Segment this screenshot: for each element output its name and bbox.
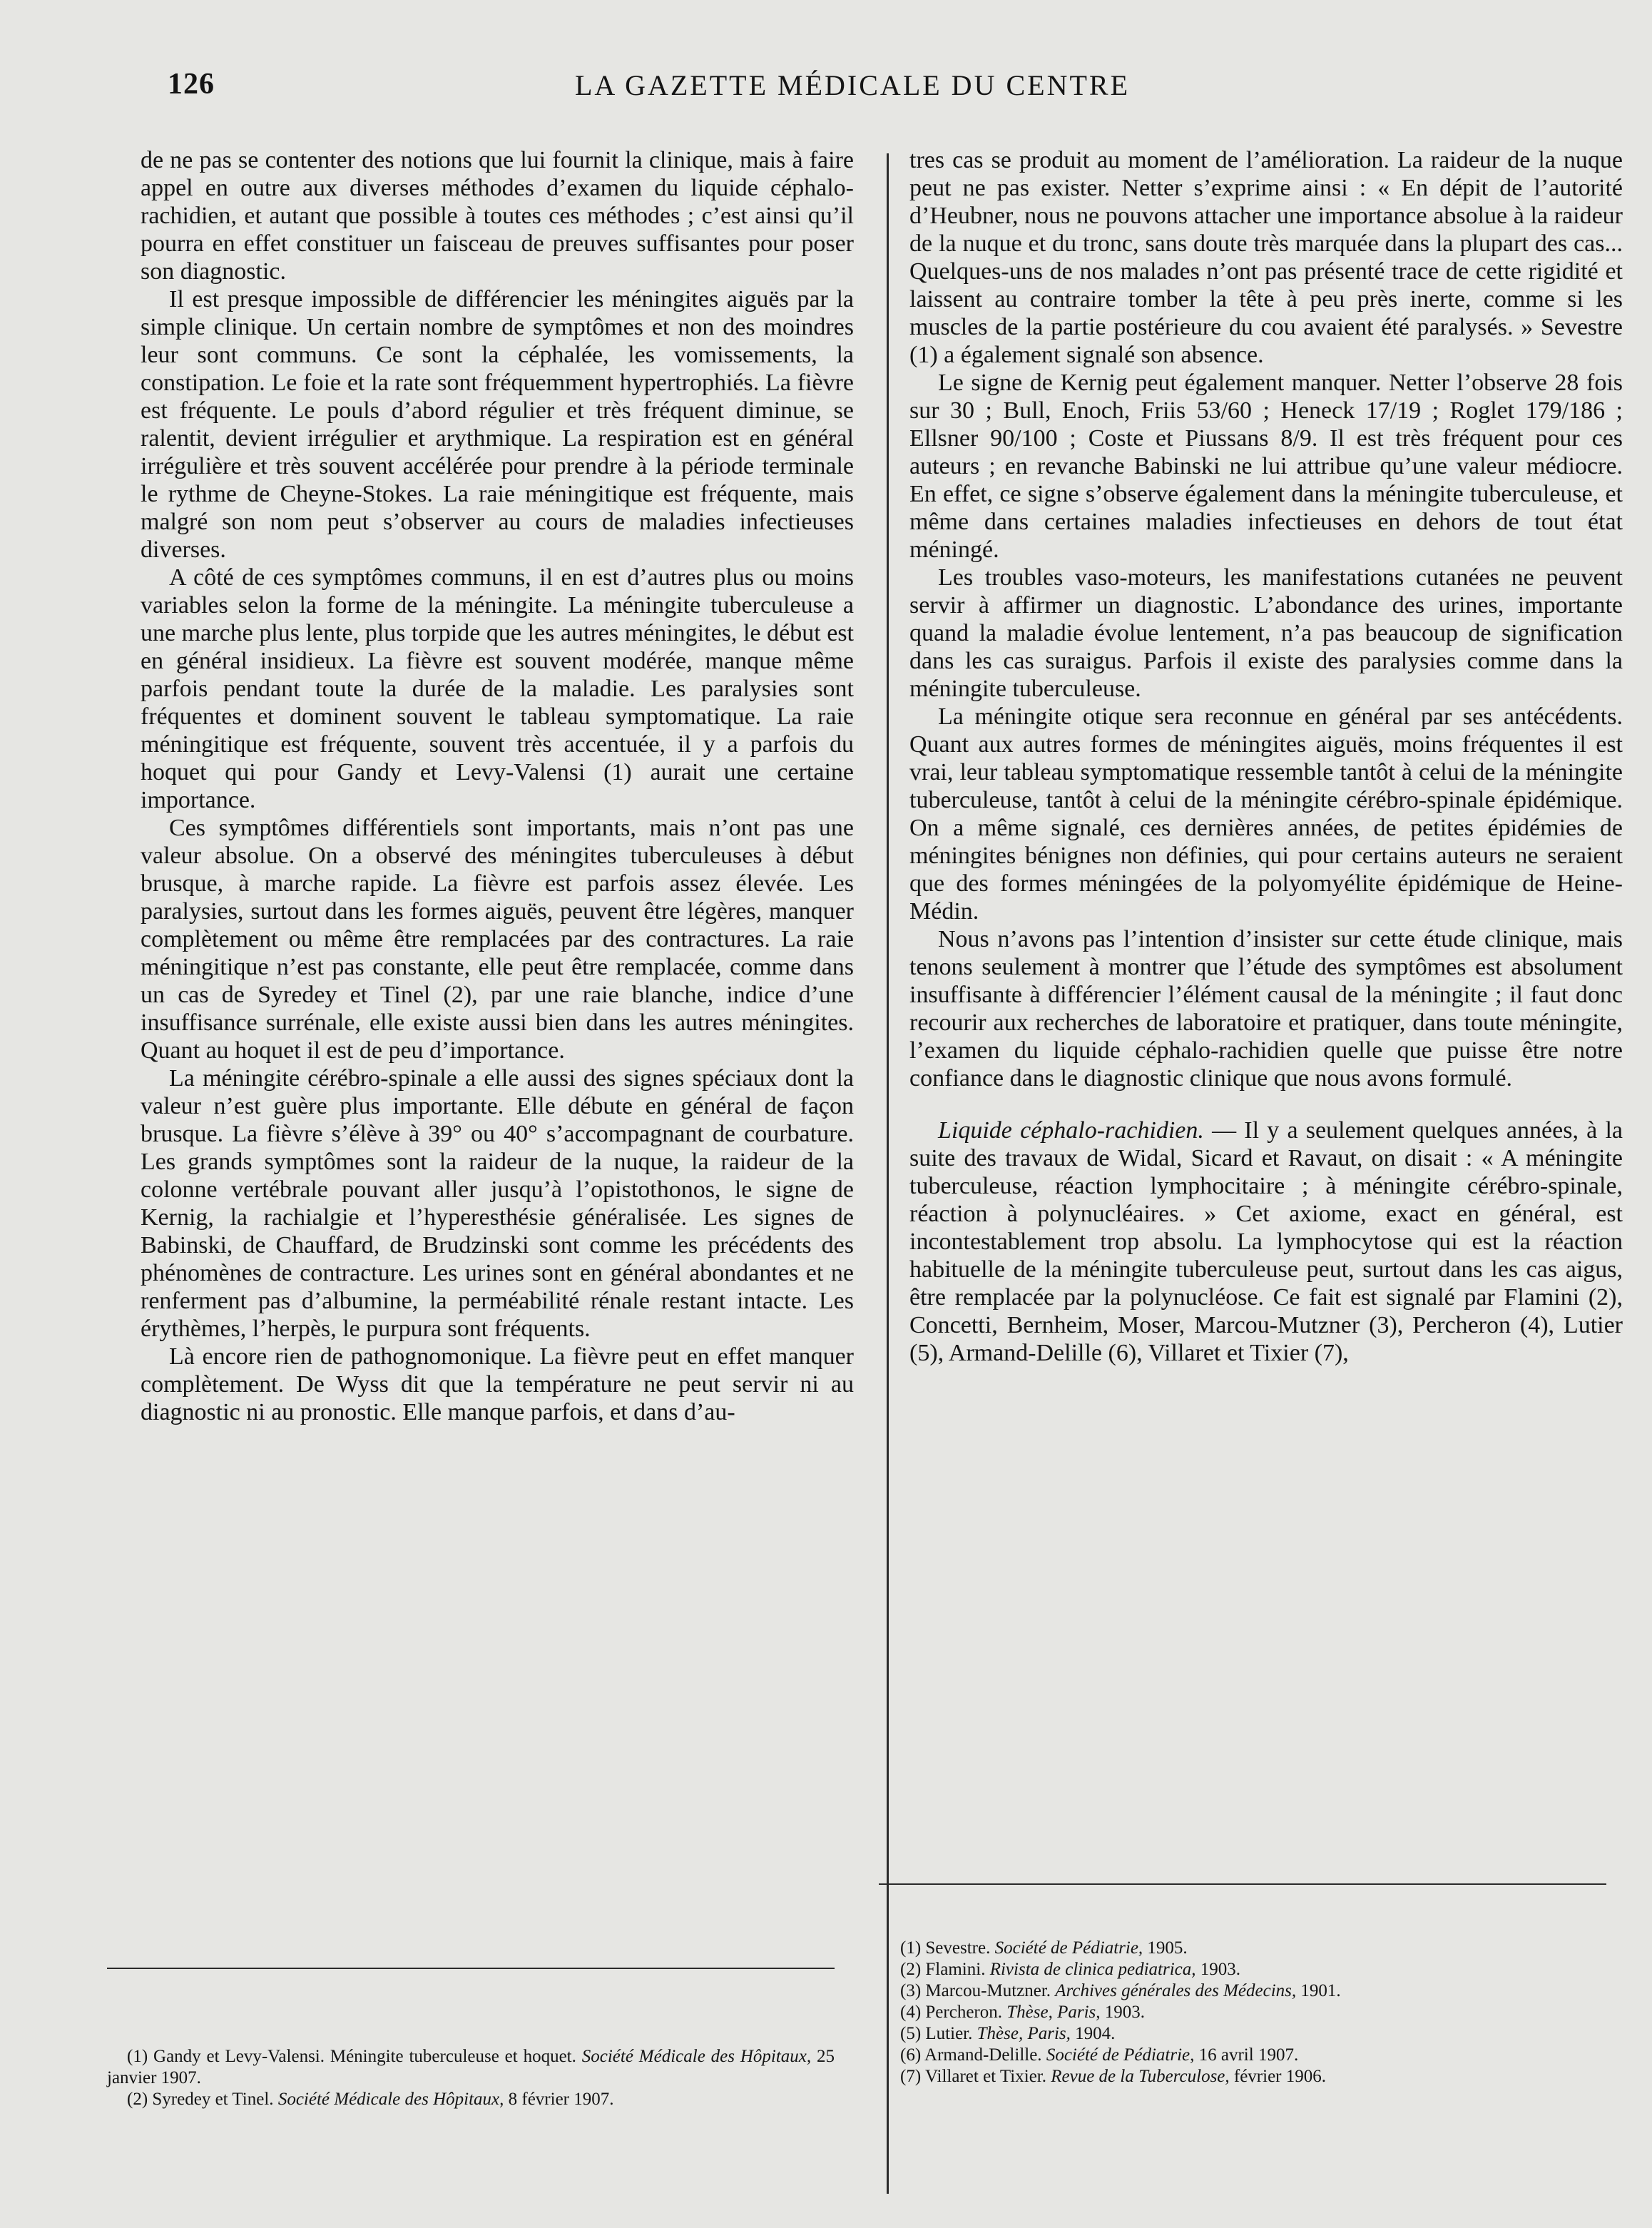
footnote: (5) Lutier. Thèse, Paris, 1904.	[900, 2024, 1116, 2043]
footnote: (4) Percheron. Thèse, Paris, 1903.	[900, 2003, 1145, 2022]
footnote: (6) Armand-Delille. Société de Pédiatrie, 16 avril 1907.	[900, 2045, 1299, 2065]
footnote: (2) Syredey et Tinel. Société Médicale des Hôpitaux, 8 février 1907.	[127, 2090, 614, 2109]
footnote: (3) Marcou-Mutzner. Archives générales des Médecins, 1901.	[900, 1981, 1341, 2000]
paragraph: Le signe de Kernig peut également manquer. Netter l’observe 28 fois sur 30 ; Bull, Enoch, Friis 53/60 ; Heneck 17/19 ; Roglet 179/186 ; Ellsner 90/100 ; Coste et Piussans 8/9. Il est très fréquent pour ces auteurs ; en revanche Babinski ne lui attribue qu’une valeur médiocre. En effet, ce signe s’observe également dans la méningite tuberculeuse, et même dans certaines maladies infectieuses en dehors de tout état méningé.	[909, 370, 1623, 563]
footnote: (7) Villaret et Tixier. Revue de la Tuberculose, février 1906.	[900, 2067, 1327, 2086]
paragraph: Nous n’avons pas l’intention d’insister sur cette étude clinique, mais tenons seulement à montrer que l’étude des symptômes est absolument insuffisante à différencier l’élément causal de la méningite ; il faut donc recourir aux recherches de laboratoire et pratiquer, dans toute méningite, l’examen du liquide céphalo-rachidien quelle que puisse être notre confiance dans le diagnostic clinique que nous avons formulé.	[909, 926, 1623, 1092]
footnote: (1) Gandy et Levy-Valensi. Méningite tuberculeuse et hoquet. Société Médicale des Hôpitaux, 25 janvier 1907.	[107, 2047, 835, 2087]
footnote-rule-left	[107, 1968, 835, 1969]
footnotes-left	[107, 2046, 835, 2110]
journal-title: LA GAZETTE MÉDICALE DU CENTRE	[574, 69, 1130, 101]
paragraph: tres cas se produit au moment de l’amélioration. La raideur de la nuque peut ne pas exister. Netter s’exprime ainsi : « En dépit de l’autorité d’Heubner, nous ne pouvons attacher une importance absolue à la raideur de la nuque et du tronc, sans doute très marquée dans la plupart des cas... Quelques-uns de nos malades n’ont pas présenté trace de cette rigidité et laissent au contraire tomber la tête à peu près inerte, comme si les muscles de la partie postérieure du cou avaient été paralysés. » Sevestre (1) a également signalé son absence.	[909, 147, 1623, 368]
section-heading: Liquide céphalo-rachidien.	[938, 1117, 1204, 1144]
paragraph: La méningite otique sera reconnue en général par ses antécédents. Quant aux autres formes de méningites aiguës, moins fréquentes il est vrai, leur tableau symptomatique ressemble tantôt à celui de la méningite tuberculeuse, tantôt à celui de la méningite cérébro-spinale épidémique. On a même signalé, ces dernières années, de petites épidémies de méningites bénignes non définies, qui pour certains auteurs ne seraient que des formes méningées de la polyomyélite épidémique de Heine-Médin.	[909, 703, 1623, 925]
page-header	[146, 66, 1516, 108]
footnote: (2) Flamini. Rivista de clinica pediatrica, 1903.	[900, 1960, 1241, 1979]
footnote-rule-right	[879, 1883, 1606, 1885]
paragraph: La méningite cérébro-spinale a elle aussi des signes spéciaux dont la valeur n’est guère plus importante. Elle débute en général de façon brusque. La fièvre s’élève à 39° ou 40° s’accompagnant de courbature. Les grands symptômes sont la raideur de la nuque, la raideur de la colonne vertébrale pouvant aller jusqu’à l’opistothonos, le signe de Kernig, la rachialgie et l’hyperesthésie généralisée. Les signes de Babinski, de Chauffard, de Brudzinski sont comme les précédents des phénomènes de contracture. Les urines sont en général abondantes et ne renferment pas d’albumine, la perméabilité rénale restant intacte. Les érythèmes, l’herpès, le purpura sont fréquents.	[141, 1065, 854, 1342]
paragraph: Ces symptômes différentiels sont importants, mais n’ont pas une valeur absolue. On a observé des méningites tuberculeuses à début brusque, à marche rapide. La fièvre est parfois assez élevée. Les paralysies, surtout dans les formes aiguës, peuvent être légères, manquer complètement ou même être remplacées par des contractures. La raie méningitique n’est pas constante, elle peut être remplacée, comme dans un cas de Syredey et Tinel (2), par une raie blanche, indice d’une insuffisance surrénale, elle existe aussi bien dans les autres méningites. Quant au hoquet il est de peu d’importance.	[141, 815, 854, 1064]
page-number: 126	[168, 68, 215, 101]
footnotes-right	[900, 1938, 1599, 2087]
right-column	[909, 146, 1623, 1367]
left-column	[141, 146, 854, 1426]
paragraph: Les troubles vaso-moteurs, les manifestations cutanées ne peuvent servir à affirmer un diagnostic. L’abondance des urines, importante quand la maladie évolue lentement, n’a pas beaucoup de signification dans les cas suraigus. Parfois il existe des paralysies comme dans la méningite tuberculeuse.	[909, 564, 1623, 702]
paragraph: A côté de ces symptômes communs, il en est d’autres plus ou moins variables selon la forme de la méningite. La méningite tuberculeuse a une marche plus lente, plus torpide que les autres méningites, le début est en général insidieux. La fièvre est souvent modérée, manque même parfois pendant toute la durée de la maladie. Les paralysies sont fréquentes et dominent souvent le tableau symptomatique. La raie méningitique est fréquente, souvent très accentuée, il y a parfois du hoquet qui pour Gandy et Levy-Valensi (1) aurait une certaine importance.	[141, 564, 854, 813]
paragraph-section-start	[909, 1116, 1623, 1367]
paragraph: Là encore rien de pathognomonique. La fièvre peut en effet manquer complètement. De Wyss dit que la température ne peut servir ni au diagnostic ni au pronostic. Elle manque parfois, et dans d’au-	[141, 1343, 854, 1425]
column-divider	[887, 153, 889, 2194]
paragraph: Il est presque impossible de différencier les méningites aiguës par la simple clinique. Un certain nombre de symptômes et non des moindres leur sont communs. Ce sont la céphalée, les vomissements, la constipation. Le foie et la rate sont fréquemment hypertrophiés. La fièvre est fréquente. Le pouls d’abord régulier et très fréquent diminue, se ralentit, devient irrégulier et arythmique. La respiration est en général irrégulière et très souvent accélérée pour prendre à la période terminale le rythme de Cheyne-Stokes. La raie méningitique est fréquente, mais malgré son nom peut s’observer au cours de maladies infectieuses diverses.	[141, 286, 854, 563]
footnote: (1) Sevestre. Société de Pédiatrie, 1905.	[900, 1938, 1188, 1958]
section-text: — Il y a seulement quelques années, à la suite des travaux de Widal, Sicard et Ravaut, on disait : « A méningite tuberculeuse, réaction lymphocitaire ; à méningite cérébro-spinale, réaction à polynucléaires. » Cet axiome, exact en général, est incontestablement trop absolu. La lymphocytose qui est la réaction habituelle de la méningite tuberculeuse peut, surtout dans les cas aigus, être remplacée par la polynucléose. Ce fait est signalé par Flamini (2), Concetti, Bernheim, Moser, Marcou-Mutzner (3), Percheron (4), Lutier (5), Armand-Delille (6), Villaret et Tixier (7),	[909, 1117, 1623, 1366]
paragraph: de ne pas se contenter des notions que lui fournit la clinique, mais à faire appel en outre aux diverses méthodes d’examen du liquide céphalo-rachidien, et autant que possible à toutes ces méthodes ; c’est ainsi qu’il pourra en effet constituer un faisceau de preuves suffisantes pour poser son diagnostic.	[141, 147, 854, 285]
